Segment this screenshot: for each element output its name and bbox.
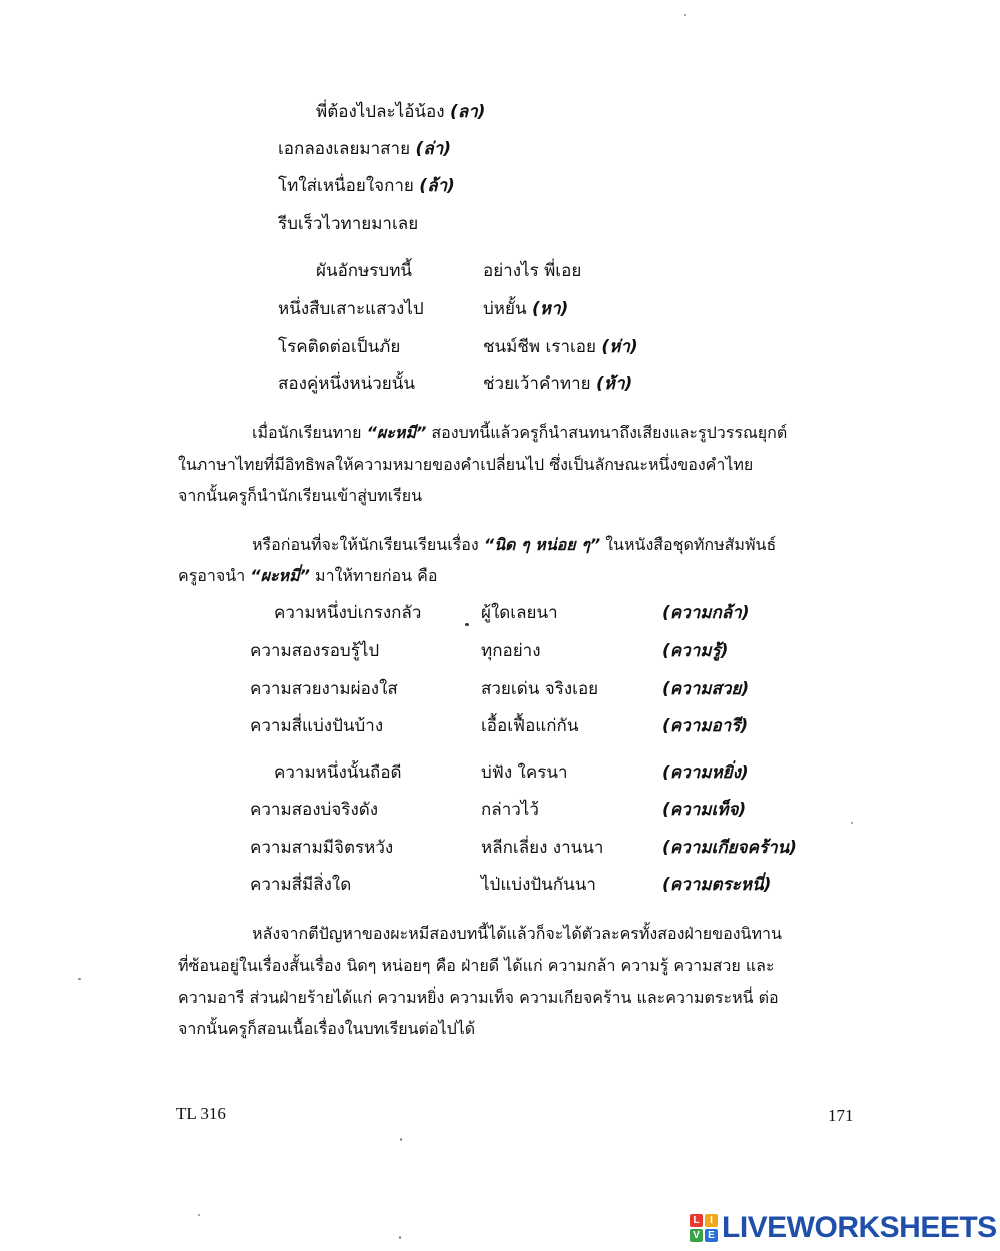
riddle3-left-3: ความสวยงามผ่องใส: [250, 679, 398, 699]
para1-line-3: จากนั้นครูก็นำนักเรียนเข้าสู่บทเรียน: [178, 486, 423, 505]
riddle2-right-1: [483, 259, 581, 283]
logo-grid-icon: [690, 1214, 718, 1242]
riddle3-mid-1: ผู้ใดเลยนา: [481, 603, 558, 623]
riddle2-right-4: [483, 372, 632, 396]
riddle2-right-3: [483, 335, 638, 359]
riddle4-left-3: ความสามมีจิตรหวัง: [250, 838, 394, 858]
riddle3-mid-4: เอื้อเฟื้อแก่กัน: [481, 716, 579, 736]
riddle4-answer-1: (ความหยิ่ง): [662, 763, 749, 783]
riddle3-answer-3: (ความสวย): [662, 679, 750, 699]
course-code: TL 316: [176, 1104, 226, 1123]
riddle2-left-4: สองคู่หนึ่งหน่วยนั้น: [278, 374, 415, 394]
para3-line-1: หลังจากตีปัญหาของผะหมีสองบทนี้ได้แล้วก็จะได้ตัวละครทั้งสองฝ่ายของนิทาน: [252, 924, 782, 943]
para3-line-4: จากนั้นครูก็สอนเนื้อเรื่องในบทเรียนต่อไปได้: [178, 1019, 476, 1038]
para-quote: “ผะหมี”: [366, 423, 427, 442]
scan-speck: [684, 14, 686, 16]
para-text: สองบทนี้แล้วครูก็นำสนทนาถึงเสียงและรูปวรรณยุกต์: [426, 423, 788, 442]
para-text: ในหนังสือชุดทักษสัมพันธ์: [600, 535, 777, 554]
riddle1-line-1: [316, 100, 485, 124]
riddle2-left-2: หนึ่งสืบเสาะแสวงไป: [278, 299, 424, 319]
para-text: เมื่อนักเรียนทาย: [252, 423, 367, 442]
page-number: 171: [828, 1106, 854, 1125]
para1-line-1: [252, 421, 787, 445]
riddle1-line-2: [278, 137, 451, 161]
liveworksheets-logo: [690, 1208, 997, 1248]
riddle2-left-3: โรคติดต่อเป็นภัย: [278, 337, 401, 357]
riddle4-mid-4: ไป่แบ่งปันกันนา: [481, 875, 596, 895]
riddle4-mid-3: หลีกเลี่ยง งานนา: [481, 838, 604, 858]
para-text: ครูอาจนำ: [178, 566, 251, 585]
riddle-text: พี่ต้องไปละไอ้น้อง: [316, 102, 445, 122]
para-quote: “นิด ๆ หน่อย ๆ”: [483, 535, 601, 554]
riddle-answer: (ห่า): [601, 337, 638, 357]
riddle3-answer-1: (ความกล้า): [662, 603, 750, 623]
riddle4-answer-3: (ความเกียจคร้าน): [662, 838, 797, 858]
logo-text: LIVEWORKSHEETS: [722, 1211, 997, 1244]
para2-line-2: [178, 564, 437, 588]
riddle4-left-1: ความหนึ่งนั้นถือดี: [274, 763, 402, 783]
logo-tile: E: [705, 1229, 718, 1242]
para3-line-2: ที่ซ้อนอยู่ในเรื่องสั้นเรื่อง นิดๆ หน่อยๆ คือ ฝ่ายดี ได้แก่ ความกล้า ความรู้ ความสวย และ: [178, 956, 775, 975]
para-quote: “ผะหมี่”: [250, 566, 310, 585]
scan-speck: [78, 978, 81, 980]
riddle-text: รีบเร็วไวทายมาเลย: [278, 214, 419, 234]
riddle-text: ช่วยเว้าคำทาย: [483, 374, 591, 394]
scan-speck: [465, 623, 469, 626]
riddle2-right-2: [483, 297, 568, 321]
para1-line-2: ในภาษาไทยที่มีอิทธิพลให้ความหมายของคำเปลี่ยนไป ซึ่งเป็นลักษณะหนึ่งของคำไทย: [178, 455, 754, 474]
riddle3-answer-2: (ความรู้): [662, 641, 729, 661]
riddle-text: บ่หยั้น: [483, 299, 527, 319]
riddle-text: โทใส่เหนื่อยใจกาย: [278, 176, 414, 196]
logo-tile: I: [705, 1214, 718, 1227]
riddle3-answer-4: (ความอารี): [662, 716, 749, 736]
riddle3-mid-2: ทุกอย่าง: [481, 641, 541, 661]
riddle1-line-4: [278, 212, 418, 236]
scan-speck: [399, 1236, 401, 1239]
para-text: มาให้ทายก่อน คือ: [309, 566, 438, 585]
riddle3-mid-3: สวยเด่น จริงเอย: [481, 679, 599, 699]
riddle1-line-3: [278, 174, 455, 198]
para3-line-3: ความอารี ส่วนฝ่ายร้ายได้แก่ ความหยิ่ง ความเท็จ ความเกียจคร้าน และความตระหนี่ ต่อ: [178, 988, 779, 1007]
riddle3-left-4: ความสี่แบ่งปันบ้าง: [250, 716, 384, 736]
riddle4-left-4: ความสี่มีสิ่งใด: [250, 875, 352, 895]
riddle-answer: (ล่า): [415, 139, 451, 159]
riddle-answer: (ลา): [449, 102, 486, 122]
para-text: หรือก่อนที่จะให้นักเรียนเรียนเรื่อง: [252, 535, 484, 554]
riddle4-mid-2: กล่าวไว้: [481, 800, 539, 820]
scan-speck: [198, 1214, 200, 1216]
riddle2-left-1: ผันอักษรบทนี้: [316, 261, 413, 281]
para2-line-1: [252, 533, 776, 557]
riddle-answer: (หา): [532, 299, 569, 319]
riddle-text: เอกลองเลยมาสาย: [278, 139, 411, 159]
riddle4-answer-4: (ความตระหนี่): [662, 875, 772, 895]
riddle4-answer-2: (ความเท็จ): [662, 800, 747, 820]
logo-tile: V: [690, 1229, 703, 1242]
logo-tile: L: [690, 1214, 703, 1227]
scan-speck: [851, 822, 853, 824]
riddle-answer: (ล้า): [419, 176, 455, 196]
riddle3-left-1: ความหนึ่งบ่เกรงกลัว: [274, 603, 422, 623]
riddle-answer: (ห้า): [595, 374, 633, 394]
riddle3-left-2: ความสองรอบรู้ไป: [250, 641, 380, 661]
riddle-text: ชนม์ชีพ เราเอย: [483, 337, 596, 357]
riddle-text: อย่างไร พี่เอย: [483, 261, 582, 281]
riddle4-mid-1: บ่ฟัง ใครนา: [481, 763, 568, 783]
scan-speck: [400, 1138, 402, 1141]
riddle4-left-2: ความสองบ่จริงดัง: [250, 800, 379, 820]
